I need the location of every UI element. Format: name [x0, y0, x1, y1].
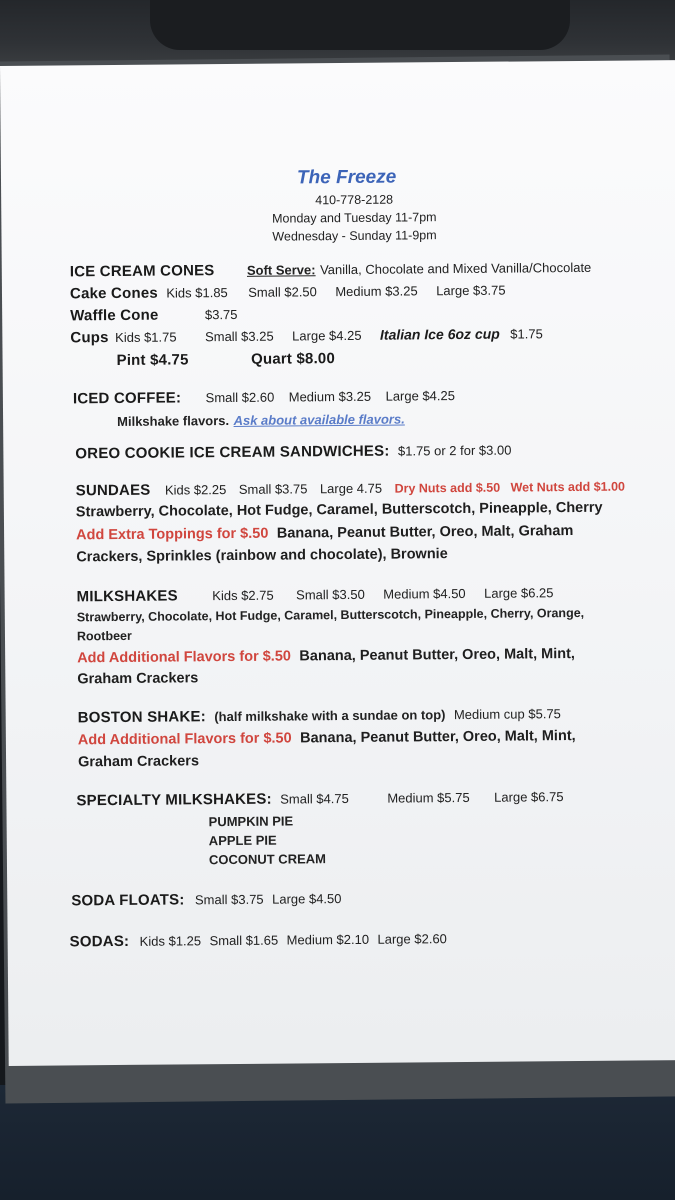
- sundae-extra-row: [76, 522, 573, 544]
- extra-toppings-label: Add Extra Toppings for $.50: [76, 525, 269, 544]
- milkshake-add-items-1: Banana, Peanut Butter, Oreo, Malt, Mint,: [299, 646, 576, 665]
- milkshake-flavors-note: Milkshake flavors.: [117, 413, 230, 429]
- hours-mon-tue: Monday and Tuesday 11-7pm: [272, 210, 437, 226]
- boston-shake-desc: (half milkshake with a sundae on top): [214, 707, 446, 725]
- cake-cones-label: Cake Cones: [69, 284, 158, 303]
- specialty-heading: SPECIALTY MILKSHAKES:: [76, 790, 272, 810]
- iced-coffee-large: Large $4.25: [385, 388, 456, 404]
- cups-kids-price: Kids $1.75: [115, 329, 177, 346]
- ice-cream-cones-row: [70, 259, 592, 282]
- menu-sheet: [0, 60, 675, 1066]
- cake-kids-price: Kids $1.85: [166, 285, 228, 301]
- dry-nuts-price: Dry Nuts add $.50: [394, 480, 501, 496]
- sodas-large: Large $2.60: [377, 931, 447, 947]
- sodas-kids: Kids $1.25: [139, 933, 202, 949]
- sundaes-heading: SUNDAES: [75, 481, 151, 500]
- iced-coffee-heading: ICED COFFEE:: [72, 389, 182, 408]
- milkshake-add-label: Add Additional Flavors for $.50: [77, 648, 292, 667]
- boston-shake-heading: BOSTON SHAKE:: [77, 708, 206, 727]
- wet-nuts-price: Wet Nuts add $1.00: [510, 479, 626, 495]
- extra-toppings-items-1: Banana, Peanut Butter, Oreo, Malt, Graham: [276, 523, 574, 542]
- specialty-small-price: Small $4.75: [280, 790, 349, 807]
- cake-small-price: Small $2.50: [248, 284, 317, 300]
- extra-toppings-items-2: Crackers, Sprinkles (rainbow and chocolate), Brownie: [76, 546, 448, 566]
- soda-floats-row: [71, 890, 341, 910]
- iced-coffee-row: [73, 387, 455, 408]
- milkshake-medium-price: Medium $4.50: [383, 585, 466, 602]
- cake-cones-row: [70, 282, 506, 304]
- pint-quart-row: [117, 350, 336, 370]
- quart-price: Quart $8.00: [250, 350, 336, 368]
- specialty-item: APPLE PIE: [208, 832, 277, 849]
- milkshakes-heading: MILKSHAKES: [76, 587, 178, 606]
- milkshake-small-price: Small $3.50: [296, 586, 365, 603]
- waffle-cone-price: $3.75: [204, 306, 238, 323]
- specialty-item: PUMPKIN PIE: [208, 813, 294, 830]
- milkshake-add-row: [77, 645, 575, 667]
- milkshake-flavors-1: Strawberry, Chocolate, Hot Fudge, Caramel, Butterscotch, Pineapple, Cherry, Orange,: [76, 605, 585, 625]
- pint-price: Pint $4.75: [116, 351, 189, 369]
- milkshake-large-price: Large $6.25: [484, 585, 554, 601]
- sodas-row: [70, 930, 447, 951]
- iced-coffee-small: Small $2.60: [205, 389, 275, 406]
- soft-serve-label: Soft Serve:: [246, 262, 316, 278]
- soda-floats-large: Large $4.50: [272, 891, 342, 907]
- cups-label: Cups: [70, 329, 109, 347]
- cups-large-price: Large $4.25: [292, 327, 362, 344]
- sundae-flavors: Strawberry, Chocolate, Hot Fudge, Caramel, Butterscotch, Pineapple, Cherry: [75, 499, 603, 521]
- oreo-row: [75, 442, 511, 464]
- boston-shake-row: [78, 705, 561, 727]
- cake-medium-price: Medium $3.25: [335, 283, 418, 300]
- milkshake-flavors-2: Rootbeer: [76, 628, 132, 644]
- milkshake-add-items-2: Graham Crackers: [77, 670, 199, 688]
- cups-row: [70, 325, 543, 347]
- sodas-heading: SODAS:: [69, 932, 130, 951]
- sodas-medium: Medium $2.10: [286, 931, 370, 948]
- sundae-small-price: Small $3.75: [238, 481, 308, 497]
- phone-number: 410-778-2128: [315, 192, 394, 208]
- italian-ice-label: Italian Ice 6oz cup: [379, 325, 500, 343]
- soft-serve-flavors: Vanilla, Chocolate and Mixed Vanilla/Chocolate: [319, 259, 592, 278]
- soda-floats-heading: SODA FLOATS:: [71, 891, 185, 910]
- waffle-cone-label: Waffle Cone: [70, 306, 159, 325]
- oreo-heading: OREO COOKIE ICE CREAM SANDWICHES:: [75, 442, 390, 463]
- iced-coffee-medium: Medium $3.25: [288, 388, 372, 405]
- dashboard-shape: [150, 0, 570, 50]
- waffle-cone-row: [70, 306, 237, 325]
- iced-coffee-note-row: [117, 410, 405, 431]
- specialty-large-price: Large $6.75: [494, 789, 564, 805]
- cups-small-price: Small $3.25: [204, 328, 274, 345]
- specialty-row: [76, 788, 563, 810]
- sundae-kids-price: Kids $2.25: [164, 482, 227, 498]
- sundae-large-price: Large 4.75: [319, 480, 383, 497]
- boston-add-label: Add Additional Flavors for $.50: [77, 730, 292, 749]
- boston-add-items-2: Graham Crackers: [78, 753, 200, 771]
- italian-ice-price: $1.75: [510, 326, 543, 342]
- soda-floats-small: Small $3.75: [194, 891, 264, 908]
- cake-large-price: Large $3.75: [436, 282, 506, 299]
- boston-shake-price: Medium cup $5.75: [453, 706, 561, 723]
- specialty-medium-price: Medium $5.75: [387, 789, 470, 806]
- oreo-price: $1.75 or 2 for $3.00: [397, 442, 512, 459]
- hours-wed-sun: Wednesday - Sunday 11-9pm: [272, 228, 437, 244]
- boston-add-items-1: Banana, Peanut Butter, Oreo, Malt, Mint,: [300, 728, 576, 747]
- sundaes-row: [76, 478, 625, 501]
- available-flavors-link[interactable]: Ask about available flavors.: [233, 411, 405, 428]
- sodas-small: Small $1.65: [209, 932, 279, 949]
- menu-title: The Freeze: [296, 166, 397, 189]
- milkshake-kids-price: Kids $2.75: [212, 587, 274, 604]
- specialty-item: COCONUT CREAM: [208, 851, 326, 868]
- boston-add-row: [78, 727, 576, 749]
- milkshakes-row: [77, 584, 554, 606]
- cones-heading: ICE CREAM CONES: [69, 262, 215, 281]
